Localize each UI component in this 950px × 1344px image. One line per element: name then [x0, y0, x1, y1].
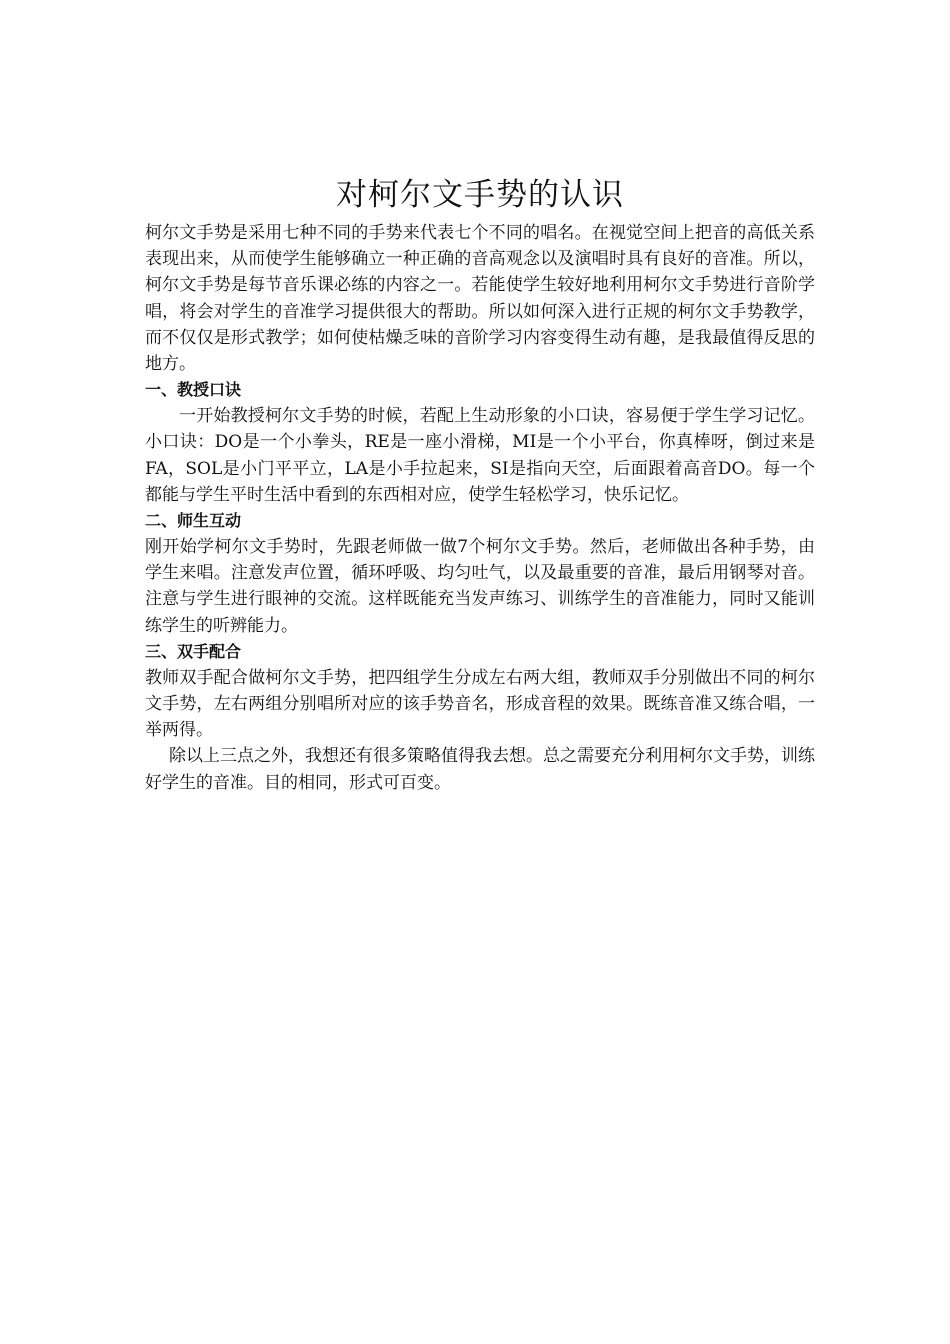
- intro-paragraph: 柯尔文手势是采用七种不同的手势来代表七个不同的唱名。在视觉空间上把音的高低关系表现出来，从而使学生能够确立一种正确的音高观念以及演唱时具有良好的音准。所以，柯尔文手势是每节音乐课必练的内容之一。若能使学生较好地利用柯尔文手势进行音阶学唱，将会对学生的音准学习提供很大的帮助。所以如何深入进行正规的柯尔文手势教学，而不仅仅是形式教学；如何使枯燥乏味的音阶学习内容变得生动有趣，是我最值得反思的地方。: [145, 223, 815, 375]
- document-page: [145, 172, 815, 796]
- section-heading-two-hands: 三、双手配合: [145, 641, 242, 661]
- section-body-two-hands: 教师双手配合做柯尔文手势，把四组学生分成左右两大组，教师双手分别做出不同的柯尔文手势，左右两组分别唱所对应的该手势音名，形成音程的效果。既练音准又练合唱，一举两得。: [145, 667, 815, 741]
- section-heading-teaching-rhyme: 一、教授口诀: [145, 380, 242, 400]
- conclusion-paragraph: 除以上三点之外，我想还有很多策略值得我去想。总之需要充分利用柯尔文手势，训练好学生的音准。目的相同，形式可百变。: [145, 746, 815, 793]
- section-body-interaction: 刚开始学柯尔文手势时，先跟老师做一做7个柯尔文手势。然后，老师做出各种手势，由学生来唱。注意发声位置，循环呼吸、均匀吐气，以及最重要的音准，最后用钢琴对音。注意与学生进行眼神的交流。这样既能充当发声练习、训练学生的音准能力，同时又能训练学生的听辨能力。: [145, 537, 815, 636]
- section-body-teaching-rhyme: 一开始教授柯尔文手势的时候，若配上生动形象的小口诀，容易便于学生学习记忆。小口诀：DO是一个小拳头，RE是一座小滑梯，MI是一个小平台，你真棒呀，倒过来是FA，SOL是小门平平立，LA是小手拉起来，SI是指向天空，后面跟着高音DO。每一个都能与学生平时生活中看到的东西相对应，使学生轻松学习，快乐记忆。: [145, 406, 815, 505]
- section-heading-interaction: 二、师生互动: [145, 511, 242, 531]
- document-title: 对柯尔文手势的认识: [336, 177, 624, 213]
